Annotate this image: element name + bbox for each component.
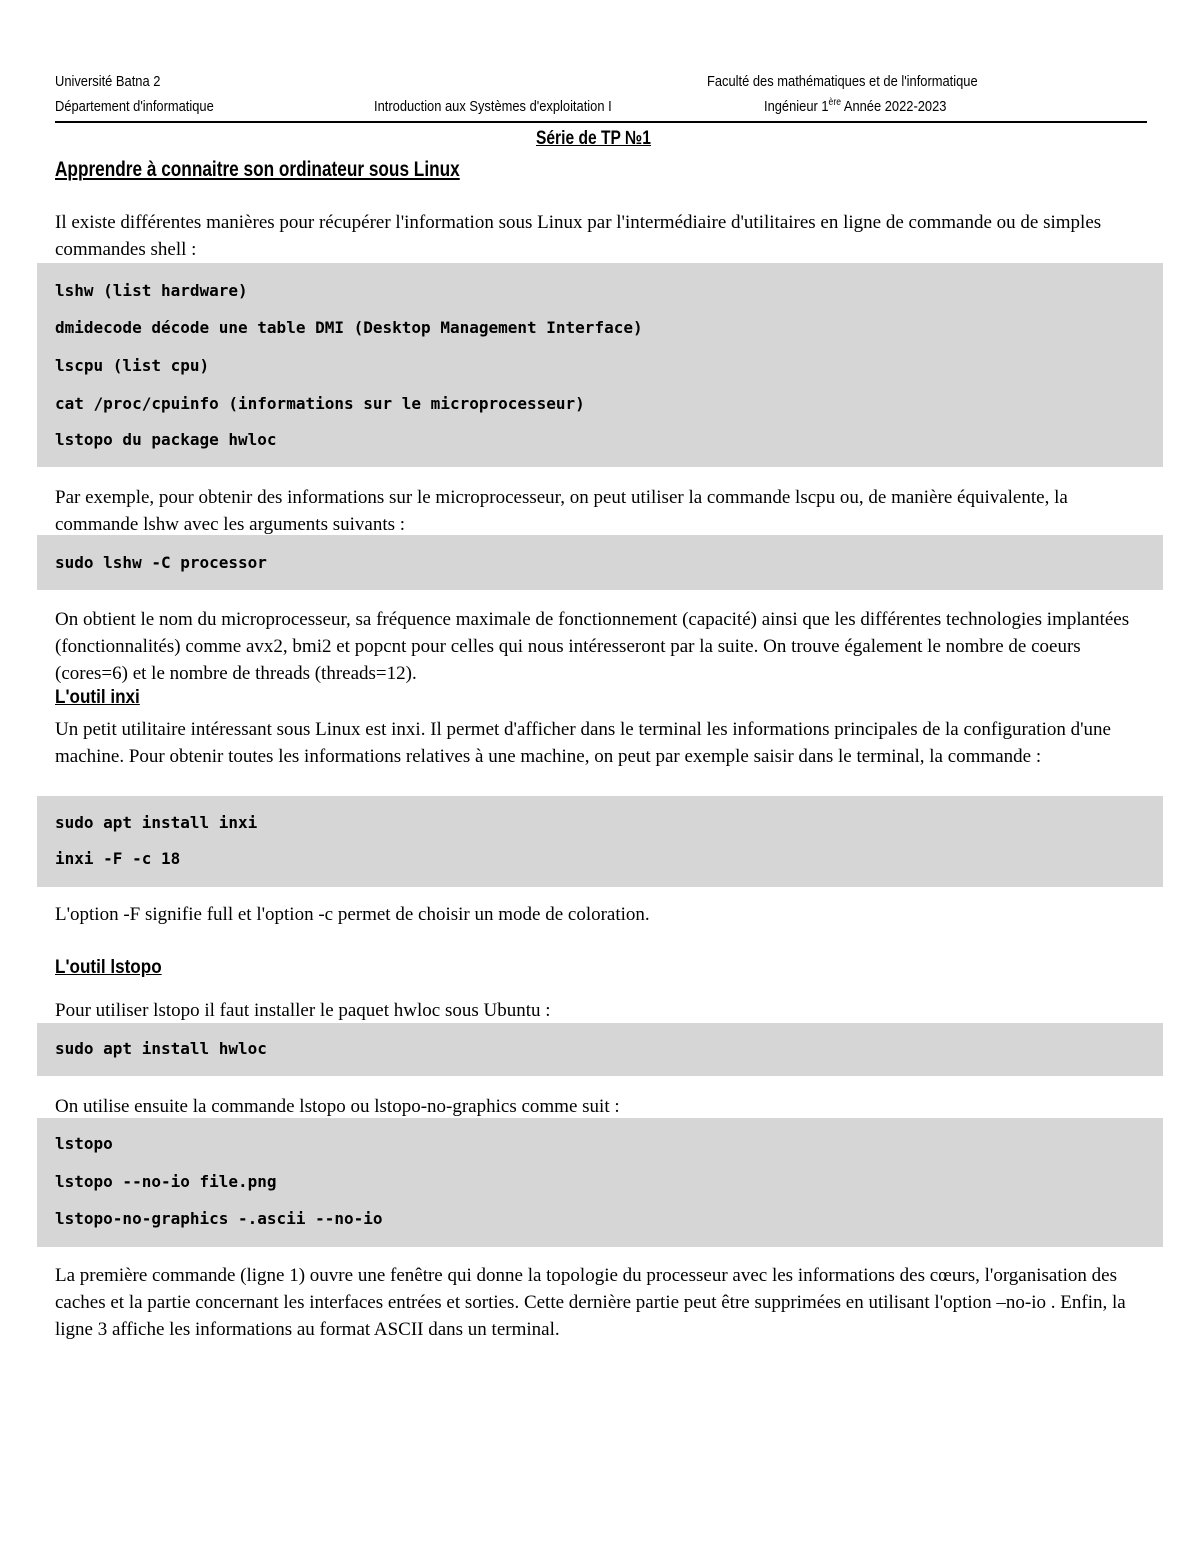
header-level-sup: ère [828,97,841,108]
code-line: lshw (list hardware) [55,281,248,300]
code-block-hwloc [37,1023,1163,1076]
code-line: inxi -F -c 18 [55,849,181,868]
code-line: sudo lshw -C processor [55,553,267,572]
code-line: lstopo-no-graphics -.ascii --no-io [55,1209,383,1228]
code-line: lstopo --no-io file.png [55,1172,277,1191]
code-line: lstopo du package hwloc [55,430,277,449]
code-line: sudo apt install hwloc [55,1039,267,1058]
example-paragraph: Par exemple, pour obtenir des informations sur le microprocesseur, on peut utiliser la commande lscpu ou, de manière équivalente, la commande lshw avec les arguments suivants : [55,487,1068,535]
main-title: Apprendre à connaitre son ordinateur sous Linux [55,158,460,181]
code-line: lscpu (list cpu) [55,356,210,375]
result-paragraph: On obtient le nom du microprocesseur, sa fréquence maximale de fonctionnement (capacité) ainsi que les différentes technologies implantées (fonctionnalités) comme avx2, bmi2 et popcnt pour celles qui nous intéresseront par la suite. On trouve également le nombre de coeurs (cores=6) et le nombre de threads (threads=12). [55,609,1130,684]
final-paragraph: La première commande (ligne 1) ouvre une fenêtre qui donne la topologie du processeur avec les informations des cœurs, l'organisation des caches et la partie concernant les interfaces entrées et sorties. Cette dernière partie peut être supprimées en utilisant l'option –no-io . Enfin, la ligne 3 affiche les informations au format ASCII dans un terminal. [55,1265,1126,1340]
heading-lstopo: L'outil lstopo [55,957,162,978]
series-title: Série de TP №1 [536,128,651,149]
option-paragraph: L'option -F signifie full et l'option -c permet de choisir un mode de coloration. [55,904,650,925]
code-block-lshw [37,535,1163,590]
header-level-prefix: Ingénieur 1 [764,98,829,115]
header-divider [55,121,1147,123]
inxi-paragraph: Un petit utilitaire intéressant sous Linux est inxi. Il permet d'afficher dans le terminal les informations principales de la configuration d'une machine. Pour obtenir toutes les informations relatives à une machine, on peut par exemple saisir dans le terminal, la commande : [55,719,1111,767]
header-level-suffix: Année 2022-2023 [840,98,947,115]
header-faculty: Faculté des mathématiques et de l'informatique [707,73,978,90]
code-line: cat /proc/cpuinfo (informations sur le microprocesseur) [55,394,585,413]
code-line: lstopo [55,1134,113,1153]
code-line: sudo apt install inxi [55,813,258,832]
usage-paragraph: On utilise ensuite la commande lstopo ou lstopo-no-graphics comme suit : [55,1096,620,1117]
header-university: Université Batna 2 [55,73,161,90]
header-level [764,98,946,115]
code-block-tools [37,263,1163,467]
heading-inxi: L'outil inxi [55,687,140,708]
code-line: dmidecode décode une table DMI (Desktop Management Interface) [55,318,643,337]
intro-paragraph: Il existe différentes manières pour récupérer l'information sous Linux par l'intermédiaire d'utilitaires en ligne de commande ou de simples commandes shell : [55,212,1102,260]
lstopo-paragraph: Pour utiliser lstopo il faut installer le paquet hwloc sous Ubuntu : [55,1000,551,1021]
code-block-lstopo [37,1118,1163,1247]
header-department: Département d'informatique [55,98,214,115]
code-block-inxi [37,796,1163,887]
header-course: Introduction aux Systèmes d'exploitation I [374,98,612,115]
